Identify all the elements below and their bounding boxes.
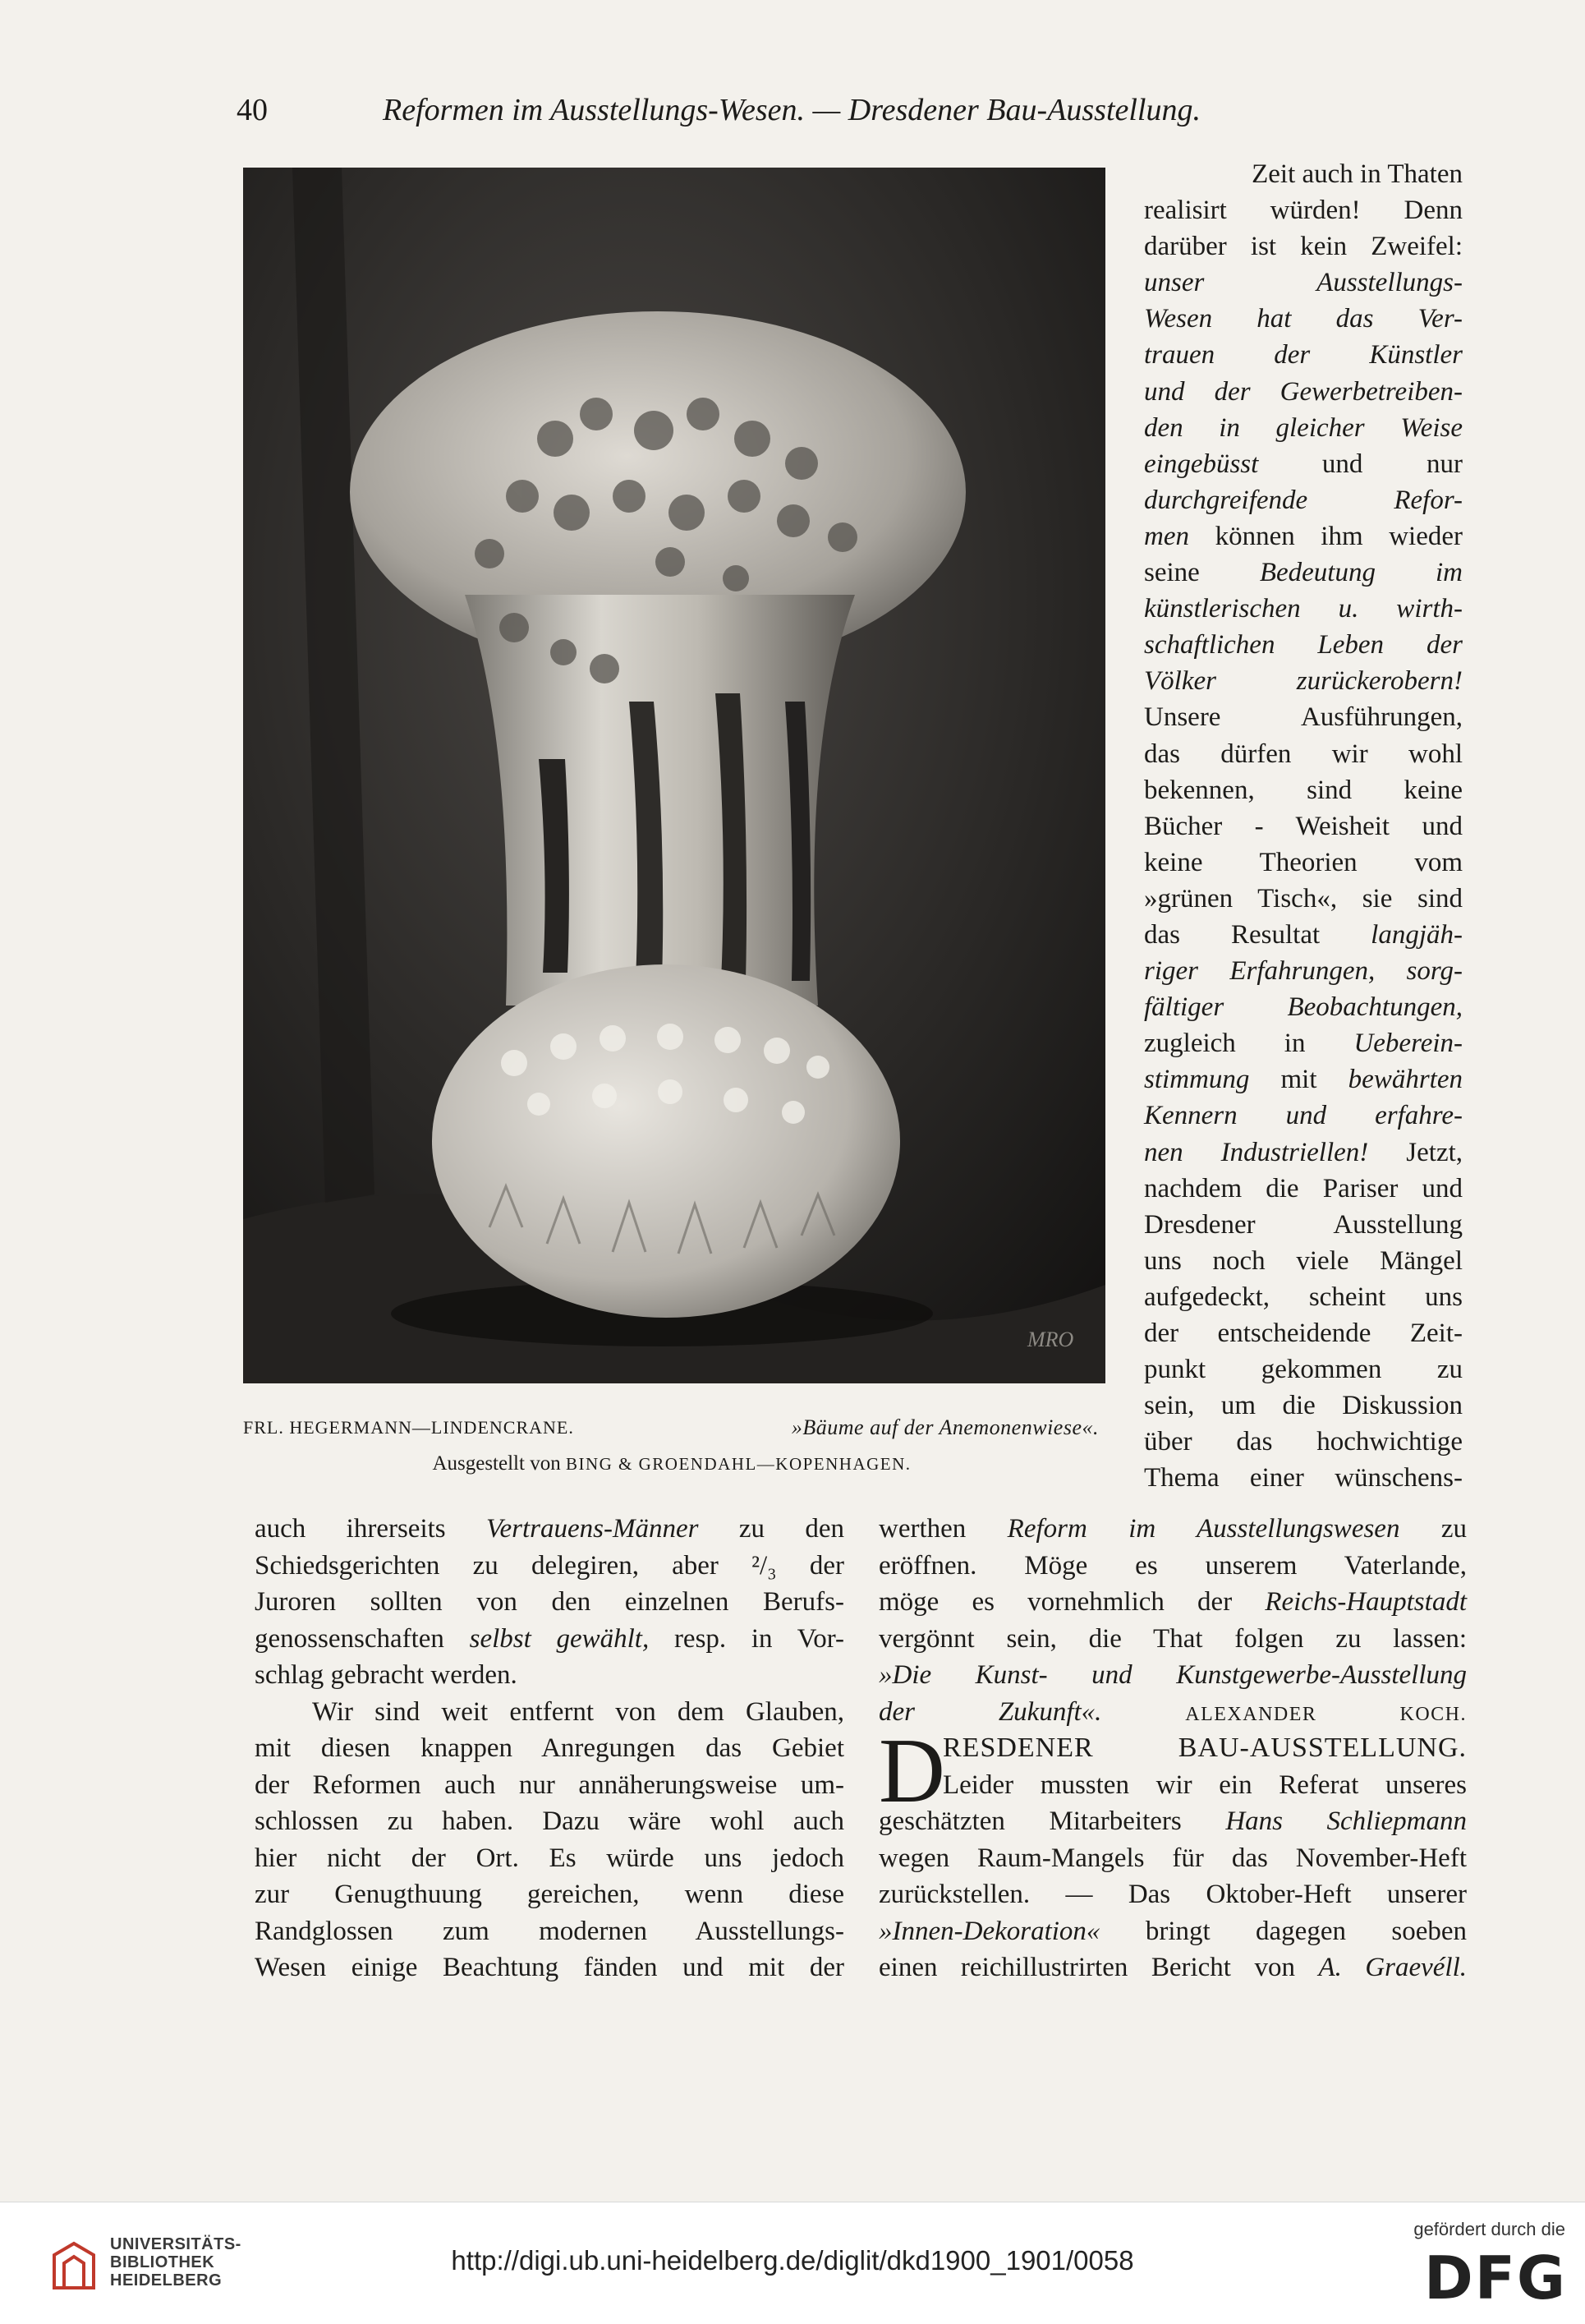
emphasis: A. Graevéll. bbox=[1318, 1953, 1468, 1982]
caption-exhibited-prefix: Ausgestellt von bbox=[432, 1452, 561, 1475]
text-line bbox=[1144, 1061, 1463, 1098]
text-line: realisirt würden! Denn bbox=[1144, 196, 1463, 226]
emphasis: Wesen hat das Ver- bbox=[1144, 304, 1463, 334]
text-line: das dürfen wir wohl bbox=[1144, 739, 1463, 769]
text-run: zu bbox=[1440, 1514, 1467, 1544]
section-heading-text: RESDENER BAU-AUSSTELLUNG. bbox=[943, 1733, 1467, 1763]
text-line bbox=[255, 1621, 844, 1658]
text-run: bringt dagegen soeben bbox=[1145, 1916, 1468, 1946]
emphasis: riger Erfahrungen, sorg- bbox=[1144, 956, 1463, 987]
caption-artist: FRL. HEGERMANN—LINDENCRANE. bbox=[243, 1417, 574, 1438]
text-line bbox=[879, 1694, 1467, 1731]
emphasis: »Innen-Dekoration« bbox=[879, 1916, 1100, 1946]
text-run: genossenschaften bbox=[255, 1623, 444, 1654]
right-column-text bbox=[1144, 156, 1463, 1496]
text-run: möge es vornehmlich der bbox=[879, 1587, 1233, 1617]
section-heading bbox=[879, 1730, 1467, 1767]
text-line: Leider mussten wir ein Referat unseres bbox=[943, 1769, 1467, 1800]
running-title: Reformen im Ausstellungs-Wesen. — Dresdener Bau-Ausstellung. bbox=[383, 93, 1201, 127]
vase-photograph bbox=[243, 168, 1105, 1383]
text-line: hier nicht der Ort. Es würde uns jedoch bbox=[255, 1843, 844, 1873]
text-run: werthen bbox=[879, 1514, 967, 1544]
text-line: der entscheidende Zeit- bbox=[1144, 1318, 1463, 1348]
permalink-url[interactable]: http://digi.ub.uni-heidelberg.de/diglit/dkd1900_1901/0058 bbox=[451, 2245, 1134, 2276]
text-line bbox=[1144, 301, 1463, 337]
emphasis: langjäh- bbox=[1371, 919, 1463, 950]
text-line bbox=[1144, 591, 1463, 627]
text-line: schlossen zu haben. Dazu wäre wohl auch bbox=[255, 1806, 844, 1836]
emphasis: den in gleicher Weise bbox=[1144, 412, 1463, 443]
emphasis: Reform im Ausstellungswesen bbox=[1007, 1514, 1400, 1544]
sponsor-text: gefördert durch die bbox=[1413, 2219, 1565, 2239]
text-line bbox=[1144, 627, 1463, 663]
text-line bbox=[1144, 518, 1463, 555]
text-line: eröffnen. Möge es unserem Vaterlande, bbox=[879, 1550, 1467, 1581]
text-run: zugleich in bbox=[1144, 1029, 1306, 1059]
text-line bbox=[1144, 989, 1463, 1025]
emphasis: der Zukunft«. bbox=[879, 1696, 1102, 1727]
text-run: seine bbox=[1144, 558, 1200, 588]
emphasis: stimmung bbox=[1144, 1065, 1250, 1095]
library-name-line: HEIDELBERG bbox=[110, 2271, 223, 2289]
emphasis: unser Ausstellungs- bbox=[1144, 268, 1463, 298]
text-line bbox=[1144, 265, 1463, 301]
text-line: darüber ist kein Zweifel: bbox=[1144, 232, 1463, 262]
text-line: Randglossen zum modernen Ausstellungs- bbox=[255, 1916, 844, 1946]
text-line: mit diesen knappen Anregungen das Gebiet bbox=[255, 1733, 844, 1763]
text-line: der Reformen auch nur annäherungsweise um- bbox=[255, 1769, 844, 1800]
emphasis: schaftlichen Leben der bbox=[1144, 630, 1463, 660]
text-line bbox=[1144, 917, 1463, 953]
dfg-logo: DFG bbox=[1423, 2243, 1567, 2312]
emphasis: Völker zurückerobern! bbox=[1144, 666, 1463, 697]
text-run: einen reichillustrirten Bericht von bbox=[879, 1953, 1295, 1982]
emphasis: men bbox=[1144, 521, 1189, 551]
text-line: keine Theorien vom bbox=[1144, 847, 1463, 877]
text-line bbox=[1144, 482, 1463, 518]
text-line: Unsere Ausführungen, bbox=[1144, 702, 1463, 733]
emphasis: Bedeutung im bbox=[1259, 558, 1463, 588]
text-line bbox=[1144, 1098, 1463, 1134]
text-line: Schiedsgerichten zu delegiren, aber ²/₃ der bbox=[255, 1550, 844, 1581]
text-line: bekennen, sind keine bbox=[1144, 775, 1463, 805]
emphasis: Vertrauens-Männer bbox=[486, 1514, 699, 1544]
text-run: Jetzt, bbox=[1406, 1137, 1463, 1167]
emphasis: selbst gewählt, bbox=[469, 1623, 650, 1654]
text-run: auch ihrerseits bbox=[255, 1514, 446, 1544]
caption-work-title: »Bäume auf der Anemonenwiese«. bbox=[791, 1415, 1099, 1439]
text-line: aufgedeckt, scheint uns bbox=[1144, 1282, 1463, 1312]
text-line: sein, um die Diskussion bbox=[1144, 1391, 1463, 1421]
text-line bbox=[255, 1511, 844, 1548]
text-line: Wir sind weit entfernt von dem Glauben, bbox=[312, 1696, 844, 1727]
text-line bbox=[1144, 446, 1463, 482]
text-line: schlag gebracht werden. bbox=[255, 1660, 517, 1690]
text-line: Dresdener Ausstellung bbox=[1144, 1209, 1463, 1240]
photo-monogram: MRO bbox=[1027, 1328, 1074, 1351]
emphasis: bewährten bbox=[1348, 1065, 1463, 1095]
text-line bbox=[879, 1803, 1467, 1840]
text-line bbox=[1144, 410, 1463, 446]
text-line: zur Genugthuung gereichen, wenn diese bbox=[255, 1880, 844, 1909]
text-line: über das hochwichtige bbox=[1144, 1427, 1463, 1457]
caption-line-2 bbox=[237, 1444, 1107, 1484]
emphasis: nen Industriellen! bbox=[1144, 1137, 1369, 1167]
text-line: »grünen Tisch«, sie sind bbox=[1144, 883, 1463, 913]
emphasis: künstlerischen u. wirth- bbox=[1144, 594, 1463, 624]
text-line bbox=[1144, 555, 1463, 591]
text-line bbox=[1144, 374, 1463, 410]
emphasis: Kennern und erfahre- bbox=[1144, 1101, 1463, 1131]
text-line: Wesen einige Beachtung fänden und mit der bbox=[255, 1953, 844, 1982]
emphasis: »Die Kunst- und Kunstgewerbe-Ausstellung bbox=[879, 1660, 1467, 1690]
text-run: und nur bbox=[1321, 449, 1463, 479]
text-line bbox=[1144, 1134, 1463, 1171]
text-line: Juroren sollten von den einzelnen Berufs- bbox=[255, 1587, 844, 1617]
text-run: zu den bbox=[738, 1514, 845, 1544]
author-signature: ALEXANDER KOCH. bbox=[1185, 1703, 1468, 1725]
text-line: nachdem die Pariser und bbox=[1144, 1173, 1463, 1203]
emphasis: fältiger Beobachtungen, bbox=[1144, 992, 1463, 1023]
text-run: können ihm wieder bbox=[1215, 521, 1463, 551]
middle-column-text bbox=[879, 1511, 1467, 1986]
emphasis: Hans Schliepmann bbox=[1225, 1806, 1468, 1836]
text-line bbox=[879, 1584, 1467, 1621]
text-line bbox=[879, 1511, 1467, 1548]
page-number: 40 bbox=[237, 93, 268, 127]
text-line bbox=[879, 1657, 1467, 1694]
left-column-text bbox=[255, 1511, 844, 1986]
text-line bbox=[1144, 1025, 1463, 1061]
emphasis: und der Gewerbetreiben- bbox=[1144, 376, 1463, 407]
emphasis: durchgreifende Refor- bbox=[1144, 485, 1463, 515]
emphasis: trauen der Künstler bbox=[1144, 340, 1463, 370]
text-run: mit bbox=[1280, 1065, 1317, 1095]
emphasis: Reichs-Hauptstadt bbox=[1265, 1587, 1467, 1617]
emphasis: eingebüsst bbox=[1144, 449, 1259, 479]
running-header bbox=[237, 85, 1304, 135]
text-line: punkt gekommen zu bbox=[1144, 1355, 1463, 1385]
library-name-line: UNIVERSITÄTS- bbox=[110, 2235, 241, 2253]
text-line bbox=[1144, 337, 1463, 373]
text-line bbox=[879, 1913, 1467, 1950]
caption-line-1 bbox=[237, 1408, 1107, 1447]
text-line: wegen Raum-Mangels für das November-Heft bbox=[879, 1843, 1467, 1873]
footer-bar bbox=[0, 2202, 1585, 2324]
text-line: zurückstellen. — Das Oktober-Heft unserer bbox=[879, 1880, 1467, 1909]
text-line bbox=[1144, 663, 1463, 699]
text-line: vergönnt sein, die That folgen zu lassen: bbox=[879, 1623, 1467, 1654]
text-run: das Resultat bbox=[1144, 919, 1321, 950]
text-line: Thema einer wünschens- bbox=[1144, 1463, 1463, 1493]
text-run: geschätzten Mitarbeiters bbox=[879, 1806, 1182, 1836]
text-line: Zeit auch in Thaten bbox=[1252, 159, 1463, 189]
vase-illustration bbox=[243, 168, 1105, 1383]
text-line bbox=[879, 1949, 1467, 1986]
library-name-line: BIBLIOTHEK bbox=[110, 2253, 215, 2271]
text-line: uns noch viele Mängel bbox=[1144, 1245, 1463, 1276]
text-line: Bücher - Weisheit und bbox=[1144, 811, 1463, 841]
caption-exhibitor: BING & GROENDAHL—KOPENHAGEN. bbox=[565, 1454, 912, 1474]
text-line bbox=[1144, 953, 1463, 989]
text-run: resp. in Vor- bbox=[673, 1623, 845, 1654]
emphasis: Ueberein- bbox=[1353, 1029, 1463, 1059]
drop-cap: D bbox=[879, 1720, 945, 1822]
